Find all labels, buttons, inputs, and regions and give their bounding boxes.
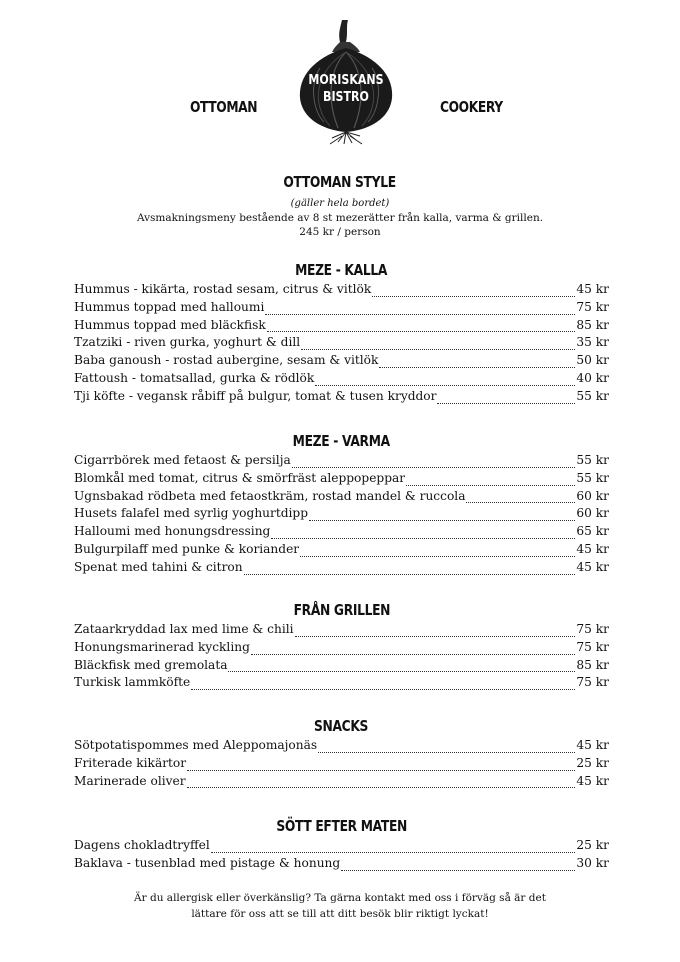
dotted-leader	[211, 841, 576, 853]
item-price: 50 kr	[576, 353, 609, 368]
item-price: 45 kr	[576, 282, 609, 296]
item-name: Dagens chokladtryffel	[74, 838, 210, 852]
dotted-leader	[315, 374, 575, 386]
section-title: FRÅN GRILLEN	[293, 601, 390, 619]
menu-item	[74, 559, 609, 577]
item-price: 75 kr	[576, 299, 609, 314]
item-price: 55 kr	[576, 453, 609, 467]
section-title: SNACKS	[314, 717, 369, 735]
section-title: SÖTT EFTER MATEN	[276, 817, 407, 835]
item-name: Spenat med tahini & citron	[74, 559, 243, 574]
tasting-menu-title: OTTOMAN STYLE	[283, 173, 397, 191]
item-name: Husets falafel med syrlig yoghurtdipp	[74, 506, 309, 521]
allergy-notice	[0, 890, 680, 922]
menu-item	[74, 855, 609, 873]
allergy-notice-line1: Är du allergisk eller överkänslig? Ta gärna kontakt med oss i förväg så är det	[134, 892, 546, 904]
tasting-menu-note: (gäller hela bordet)	[290, 198, 390, 209]
menu-item	[74, 352, 609, 370]
dotted-leader	[292, 456, 576, 468]
section-title: MEZE - VARMA	[292, 432, 391, 450]
menu-item	[74, 621, 609, 639]
item-price: 45 kr	[576, 738, 609, 752]
item-price: 85 kr	[576, 317, 609, 332]
section-meze-varma	[74, 430, 609, 577]
dotted-leader	[267, 320, 576, 332]
dotted-leader	[406, 474, 575, 486]
section-meze-kalla	[74, 259, 609, 406]
dotted-leader	[271, 527, 575, 539]
dotted-leader	[309, 509, 575, 521]
item-name: Sötpotatispommes med Aleppomajonäs	[74, 738, 318, 752]
item-price: 25 kr	[576, 838, 609, 852]
item-price: 45 kr	[576, 773, 609, 788]
menu-item	[74, 452, 609, 470]
menu-header	[0, 18, 680, 153]
header-right-word: COOKERY	[440, 98, 503, 116]
logo-text-line1: MORISKANS	[308, 73, 384, 88]
dotted-leader	[379, 356, 575, 368]
item-price: 35 kr	[576, 335, 609, 350]
section-snacks	[74, 715, 609, 790]
item-name: Baba ganoush - rostad aubergine, sesam & vitlök	[74, 353, 379, 368]
tasting-menu-intro	[0, 172, 680, 239]
menu-item	[74, 299, 609, 317]
dotted-leader	[187, 759, 575, 771]
menu-item	[74, 470, 609, 488]
item-name: Hummus toppad med halloumi	[74, 299, 265, 314]
item-name: Tzatziki - riven gurka, yoghurt & dill	[74, 335, 301, 350]
item-price: 45 kr	[576, 559, 609, 574]
logo-text-line2: BISTRO	[323, 90, 369, 105]
section-fran-grillen	[74, 599, 609, 692]
menu-item	[74, 657, 609, 675]
menu-item	[74, 370, 609, 388]
item-name: Bläckfisk med gremolata	[74, 657, 228, 672]
menu-item	[74, 773, 609, 791]
menu-item	[74, 837, 609, 855]
dotted-leader	[301, 338, 575, 350]
menu-item	[74, 639, 609, 657]
item-price: 75 kr	[576, 639, 609, 654]
item-price: 75 kr	[576, 675, 609, 690]
section-sott-efter-maten	[74, 815, 609, 873]
item-name: Cigarrbörek med fetaost & persilja	[74, 453, 291, 467]
item-price: 25 kr	[576, 755, 609, 770]
item-price: 45 kr	[576, 541, 609, 556]
menu-item	[74, 488, 609, 506]
dotted-leader	[228, 660, 575, 672]
item-name: Ugnsbakad rödbeta med fetaostkräm, rostad mandel & ruccola	[74, 488, 466, 503]
dotted-leader	[300, 545, 575, 557]
item-name: Marinerade oliver	[74, 773, 186, 788]
dotted-leader	[295, 625, 576, 637]
item-name: Zataarkryddad lax med lime & chili	[74, 622, 294, 636]
dotted-leader	[191, 678, 575, 690]
item-price: 60 kr	[576, 506, 609, 521]
tasting-menu-description: Avsmakningsmeny bestående av 8 st mezerätter från kalla, varma & grillen.	[136, 212, 544, 224]
menu-item	[74, 755, 609, 773]
item-name: Fattoush - tomatsallad, gurka & rödlök	[74, 370, 315, 385]
allergy-notice-line2: lättare för oss att se till att ditt besök blir riktigt lyckat!	[191, 908, 489, 920]
dotted-leader	[318, 741, 575, 753]
item-price: 55 kr	[576, 470, 609, 485]
menu-item	[74, 505, 609, 523]
item-price: 85 kr	[576, 657, 609, 672]
item-name: Turkisk lammköfte	[74, 675, 191, 690]
item-name: Hummus - kikärta, rostad sesam, citrus & vitlök	[74, 282, 372, 296]
item-price: 55 kr	[576, 388, 609, 403]
restaurant-logo	[290, 18, 402, 146]
section-title: MEZE - KALLA	[295, 261, 388, 279]
dotted-leader	[341, 859, 575, 871]
item-name: Tji köfte - vegansk råbiff på bulgur, tomat & tusen kryddor	[74, 388, 437, 403]
dotted-leader	[466, 491, 575, 503]
menu-item	[74, 523, 609, 541]
item-name: Honungsmarinerad kyckling	[74, 639, 250, 654]
item-price: 65 kr	[576, 524, 609, 539]
menu-item	[74, 541, 609, 559]
item-price: 75 kr	[576, 622, 609, 636]
menu-item	[74, 674, 609, 692]
dotted-leader	[244, 563, 576, 575]
dotted-leader	[187, 776, 576, 788]
dotted-leader	[251, 643, 576, 655]
dotted-leader	[437, 392, 575, 404]
menu-item	[74, 334, 609, 352]
item-name: Blomkål med tomat, citrus & smörfräst aleppopeppar	[74, 470, 406, 485]
dotted-leader	[372, 285, 575, 297]
item-name: Bulgurpilaff med punke & koriander	[74, 541, 300, 556]
menu-item	[74, 281, 609, 299]
menu-item	[74, 737, 609, 755]
item-name: Hummus toppad med bläckfisk	[74, 317, 266, 332]
header-left-word: OTTOMAN	[190, 98, 258, 116]
item-price: 40 kr	[576, 370, 609, 385]
item-name: Friterade kikärtor	[74, 755, 187, 770]
dotted-leader	[265, 303, 575, 315]
item-name: Halloumi med honungsdressing	[74, 524, 271, 539]
item-name: Baklava - tusenblad med pistage & honung	[74, 855, 341, 870]
menu-item	[74, 388, 609, 406]
item-price: 60 kr	[576, 488, 609, 503]
menu-item	[74, 317, 609, 335]
tasting-menu-price: 245 kr / person	[299, 226, 381, 238]
item-price: 30 kr	[576, 855, 609, 870]
